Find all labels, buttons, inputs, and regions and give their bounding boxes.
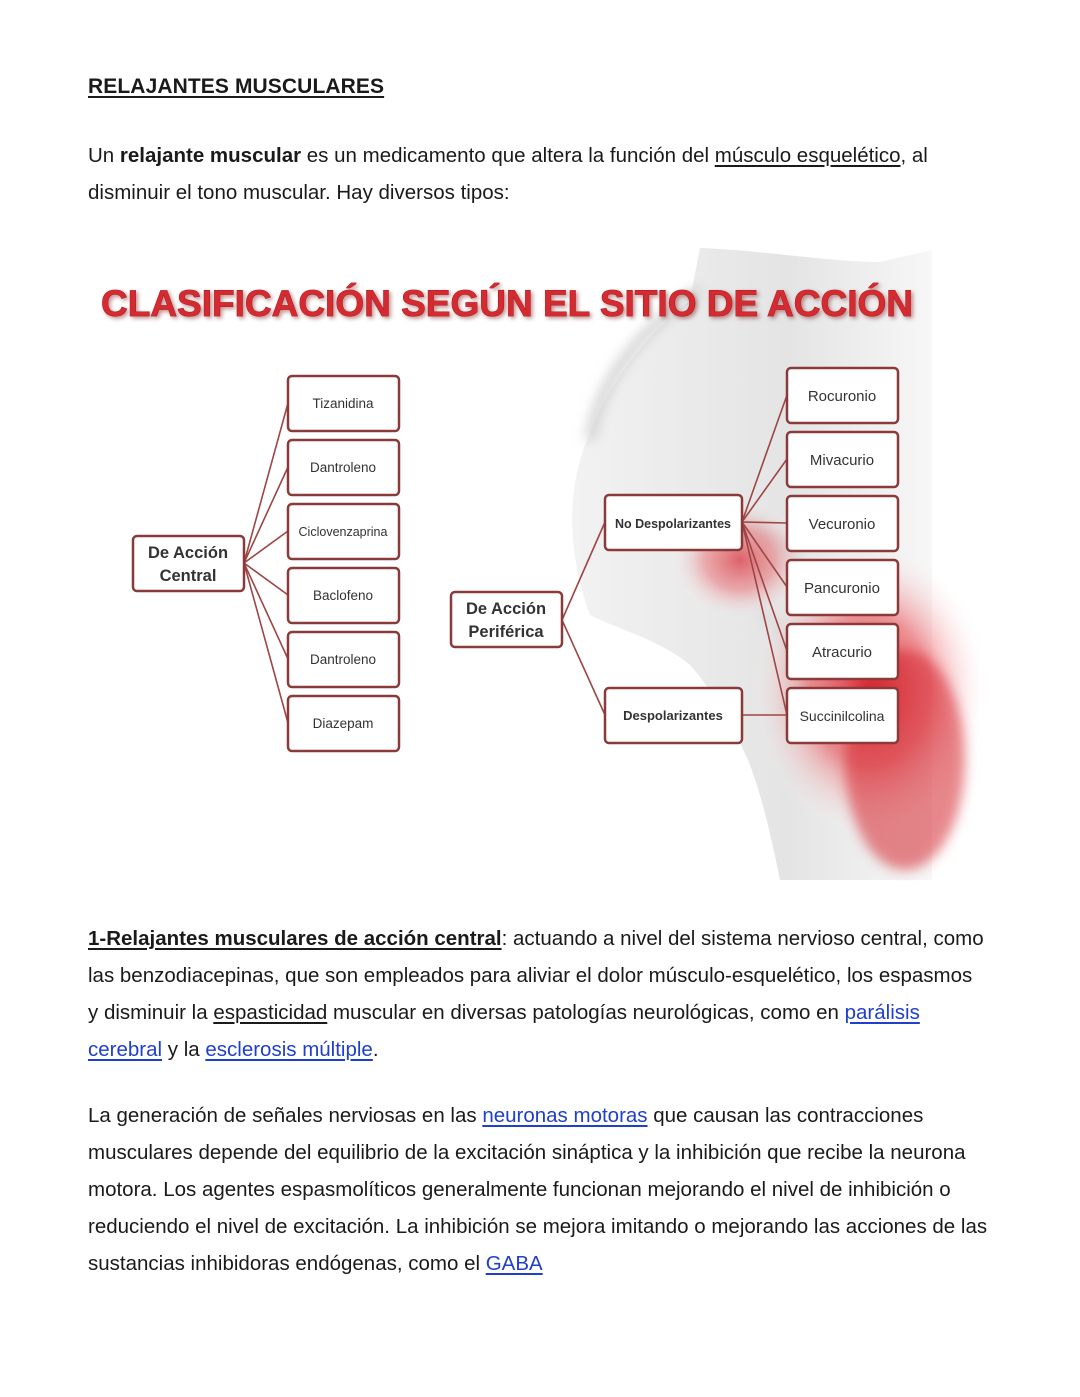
drug-label: Mivacurio (809, 452, 875, 469)
drug-label: Succinilcolina (799, 708, 885, 724)
section2-text: que causan las contracciones musculares depende del equilibrio de la excitación sináptica y la inhibición que recibe la neurona motora. Los agentes espasmolíticos generalmente funcionan mejorando el nivel de inhibición o reduciendo el nivel de excitación. La inhibición se mejora imitando o mejorando las acciones de las sustancias inhibidoras endógenas, como el (88, 1104, 988, 1275)
peripheral-drug-node (787, 688, 898, 743)
node-peripheral (451, 592, 562, 647)
node-despolarizantes-label: Despolarizantes (623, 708, 723, 723)
node-peripheral-line2: Periférica (468, 623, 544, 641)
back-pain-illustration (572, 248, 990, 880)
node-central-line1: De Acción (147, 544, 229, 562)
central-drug-node (288, 376, 399, 431)
drug-label: Diazepam (312, 716, 374, 731)
drug-label: Ciclovenzaprina (298, 525, 388, 539)
drug-label: Dantroleno (309, 460, 377, 475)
node-no-despolarizantes (605, 495, 742, 550)
esclerosis-multiple-link[interactable]: esclerosis múltiple (205, 1038, 373, 1061)
peripheral-drug-node (787, 560, 898, 615)
central-drug-node (288, 504, 399, 559)
node-central (133, 536, 244, 591)
peripheral-drug-node (787, 368, 898, 423)
peripheral-drug-node (787, 624, 898, 679)
drug-label: Rocuronio (807, 388, 877, 405)
intro-text: es un medicamento que altera la función del (301, 144, 715, 167)
section2-paragraph (88, 1097, 988, 1282)
drug-label: Atracurio (811, 644, 873, 661)
intro-text: Un (88, 144, 120, 167)
central-drug-node (288, 632, 399, 687)
drug-label: Vecuronio (808, 516, 876, 533)
section1-text: : actuando a nivel del sistema nervioso central, como las benzodiacepinas, que son empleados para aliviar el dolor músculo-esquelético, los espasmos y disminuir la (88, 927, 984, 1024)
peripheral-drug-node (787, 496, 898, 551)
node-despolarizantes (605, 688, 742, 743)
page-title: RELAJANTES MUSCULARES (88, 75, 385, 98)
gaba-link[interactable]: GABA (485, 1252, 543, 1275)
section1-text: muscular en diversas patologías neurológicas, como en (327, 1001, 845, 1024)
section1-text: . (372, 1038, 379, 1061)
drug-label: Tizanidina (312, 396, 374, 411)
paralisis-cerebral-link[interactable]: parálisis cerebral (88, 1001, 920, 1061)
central-drug-node (288, 696, 399, 751)
drug-label: Dantroleno (309, 652, 377, 667)
central-drug-node (288, 568, 399, 623)
intro-bold-term: relajante muscular (119, 144, 302, 167)
node-peripheral-line1: De Acción (465, 600, 547, 618)
section2-text: La generación de señales nerviosas en las (88, 1104, 483, 1127)
musculo-esqueletico-link[interactable]: músculo esquelético (714, 144, 901, 167)
drug-label: Baclofeno (312, 588, 374, 603)
figure-heading: CLASIFICACIÓN SEGÚN EL SITIO DE ACCIÓN (101, 283, 913, 324)
section1-heading: 1-Relajantes musculares de acción central (88, 927, 502, 950)
node-central-line2: Central (159, 567, 217, 585)
drug-label: Pancuronio (804, 580, 880, 597)
central-drug-node (288, 440, 399, 495)
section1-paragraph (88, 920, 988, 1068)
peripheral-drug-node (787, 432, 898, 487)
node-no-despolarizantes-label: No Despolarizantes (614, 517, 732, 531)
section1-text: y la (162, 1038, 206, 1061)
neuronas-motoras-link[interactable]: neuronas motoras (482, 1104, 648, 1127)
intro-text: , al disminuir el tono muscular. Hay diversos tipos: (88, 144, 928, 204)
espasticidad-link[interactable]: espasticidad (213, 1001, 328, 1024)
